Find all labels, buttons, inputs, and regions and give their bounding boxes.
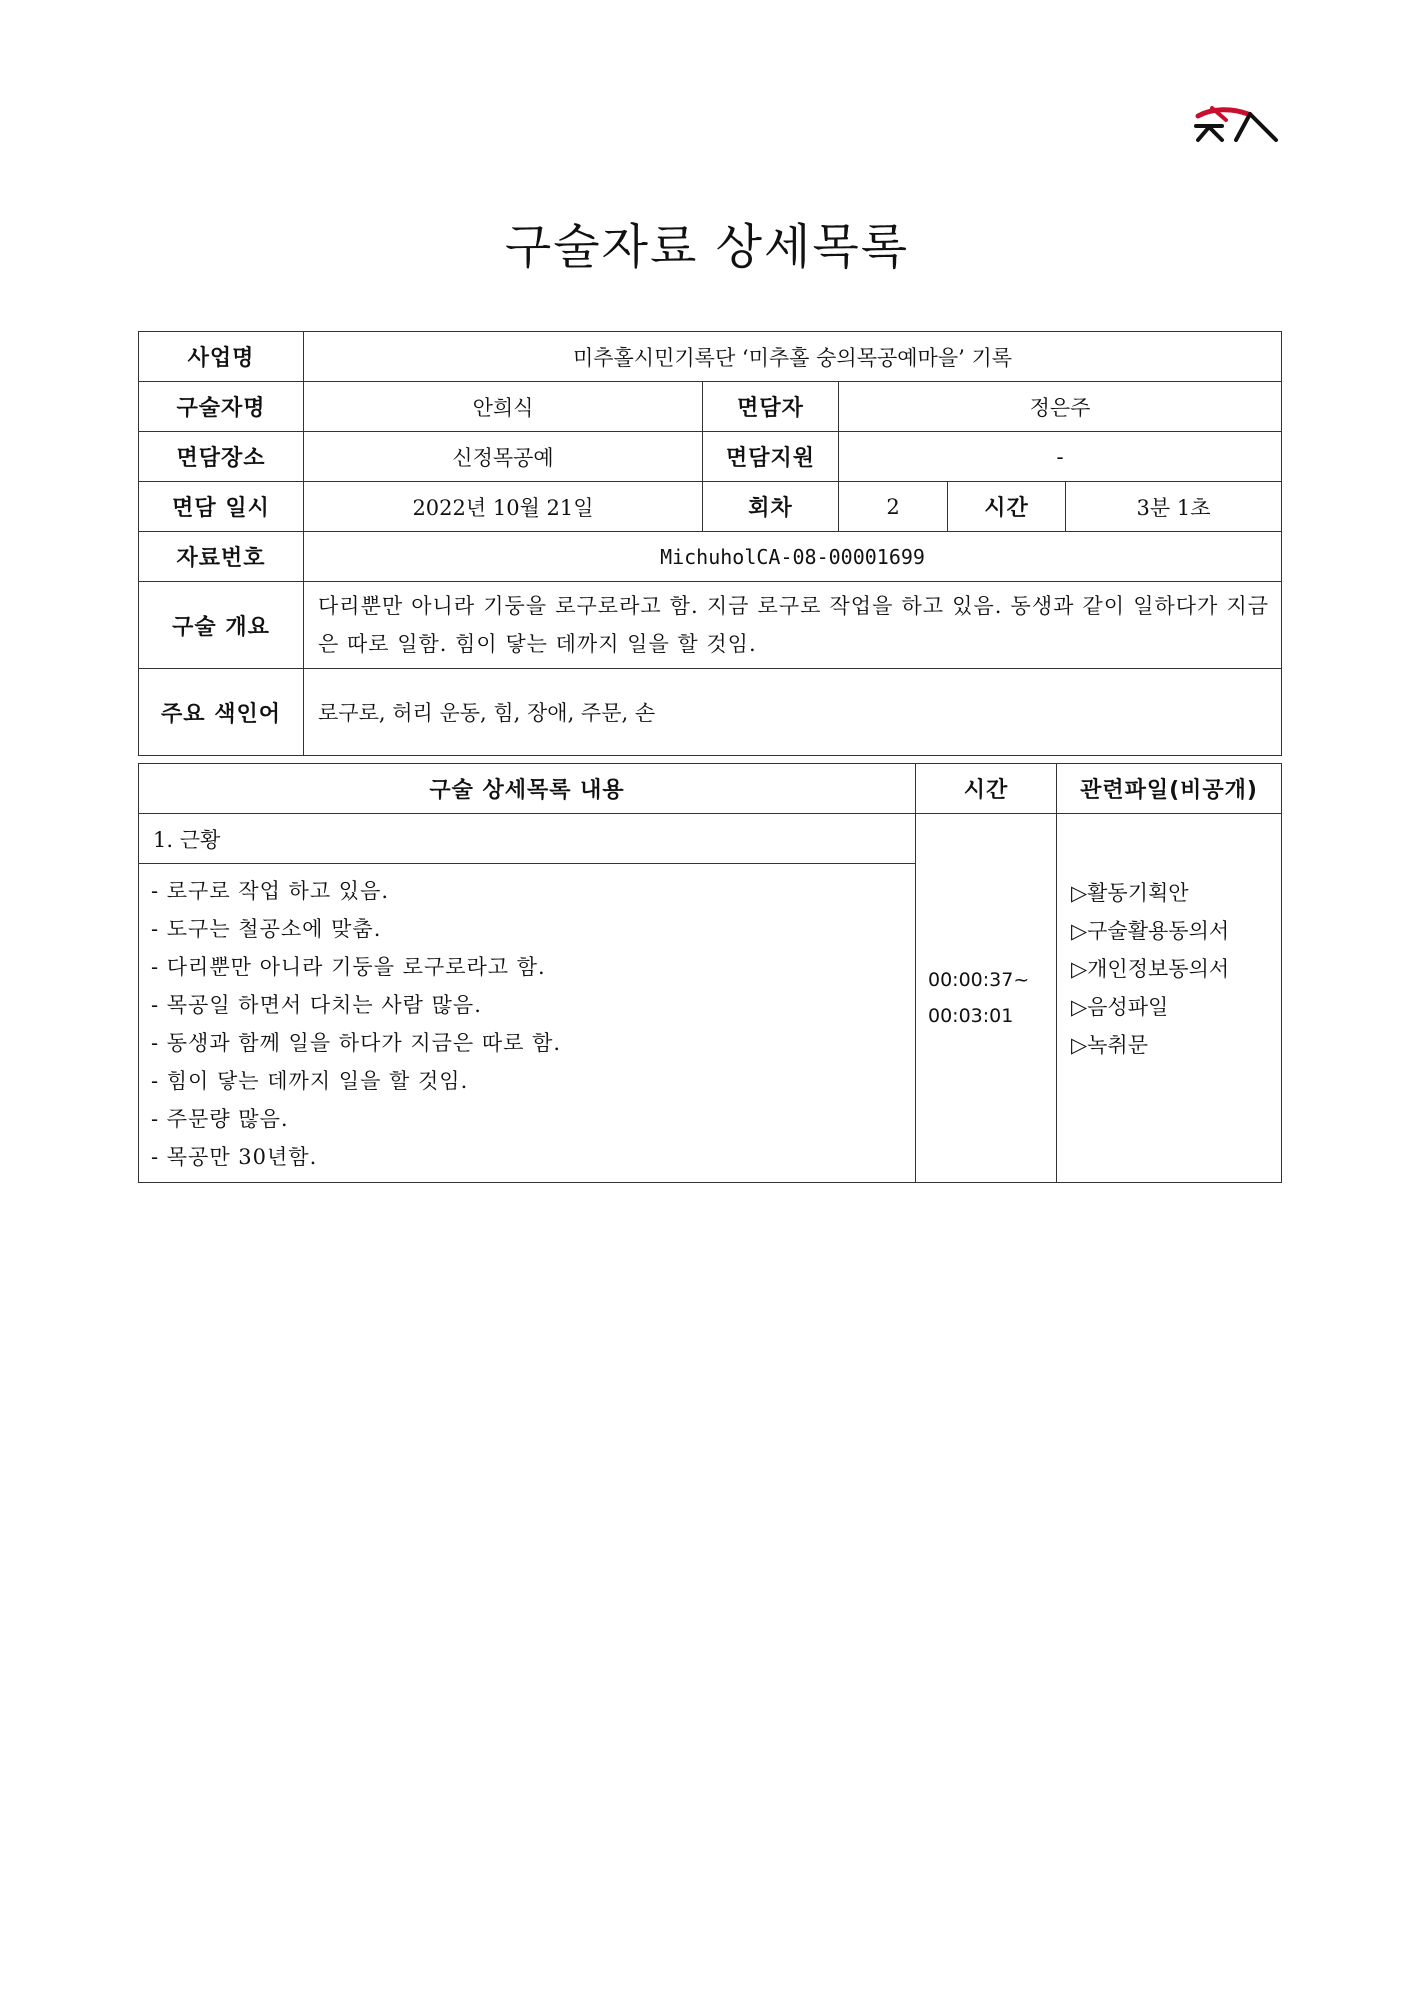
detail-section-row (139, 814, 1282, 864)
file-list (1071, 874, 1281, 1064)
list-item: - 도구는 철공소에 맞춤. (151, 917, 382, 941)
support-label: 면담지원 (703, 432, 839, 482)
duration-label: 시간 (948, 482, 1066, 532)
items-cell (139, 864, 916, 1183)
info-row-summary (139, 582, 1282, 669)
session-value: 2 (839, 482, 948, 532)
detail-table (138, 763, 1282, 1183)
support-value: - (839, 432, 1282, 482)
info-row-project (139, 332, 1282, 382)
detail-item-list (151, 872, 903, 1176)
list-item: - 힘이 닿는 데까지 일을 할 것임. (151, 1069, 469, 1093)
list-item: - 목공만 30년함. (151, 1145, 318, 1169)
list-item: - 로구로 작업 하고 있음. (151, 879, 390, 903)
file-item-consent: ▷구술활용동의서 (1071, 919, 1230, 943)
id-value: MichuholCA-08-00001699 (304, 532, 1282, 582)
file-item-transcript: ▷녹취문 (1071, 1033, 1149, 1057)
time-end: 00:03:01 (928, 1005, 1014, 1027)
info-row-place (139, 432, 1282, 482)
time-start: 00:00:37~ (928, 969, 1030, 991)
summary-label: 구술 개요 (139, 582, 304, 669)
duration-value: 3분 1초 (1066, 482, 1282, 532)
summary-value: 다리뿐만 아니라 기둥을 로구로라고 함. 지금 로구로 작업을 하고 있음. 동생과 같이 일하다가 지금은 따로 일함. 힘이 닿는 데까지 일을 할 것임. (304, 582, 1282, 669)
project-value: 미추홀시민기록단 ‘미추홀 숭의목공예마을’ 기록 (304, 332, 1282, 382)
detail-header-time: 시간 (916, 764, 1057, 814)
interviewer-value: 정은주 (839, 382, 1282, 432)
place-label: 면담장소 (139, 432, 304, 482)
ka-logo-icon (1192, 102, 1282, 142)
detail-header-row (139, 764, 1282, 814)
time-range-cell (916, 814, 1057, 1183)
date-label: 면담 일시 (139, 482, 304, 532)
section-title: 1. 근황 (139, 814, 916, 864)
detail-header-files: 관련파일(비공개) (1057, 764, 1282, 814)
files-cell (1057, 814, 1282, 1183)
file-item-privacy: ▷개인정보동의서 (1071, 957, 1230, 981)
list-item: - 목공일 하면서 다치는 사람 많음. (151, 993, 482, 1017)
page-title: 구술자료 상세목록 (504, 219, 910, 275)
interviewer-label: 면담자 (703, 382, 839, 432)
info-row-date (139, 482, 1282, 532)
info-row-id (139, 532, 1282, 582)
list-item: - 동생과 함께 일을 하다가 지금은 따로 함. (151, 1031, 562, 1055)
project-label: 사업명 (139, 332, 304, 382)
file-item-audio: ▷음성파일 (1071, 995, 1169, 1019)
list-item: - 다리뿐만 아니라 기둥을 로구로라고 함. (151, 955, 546, 979)
list-item: - 주문량 많음. (151, 1107, 289, 1131)
narrator-label: 구술자명 (139, 382, 304, 432)
file-item-plan: ▷활동기획안 (1071, 881, 1189, 905)
detail-header-content: 구술 상세목록 내용 (139, 764, 916, 814)
info-table (138, 331, 1282, 756)
id-label: 자료번호 (139, 532, 304, 582)
keywords-label: 주요 색인어 (139, 669, 304, 756)
info-row-narrator (139, 382, 1282, 432)
session-label: 회차 (703, 482, 839, 532)
place-value: 신정목공예 (304, 432, 703, 482)
date-value: 2022년 10월 21일 (304, 482, 703, 532)
keywords-value: 로구로, 허리 운동, 힘, 장애, 주문, 손 (304, 669, 1282, 756)
info-row-keywords (139, 669, 1282, 756)
narrator-value: 안희식 (304, 382, 703, 432)
